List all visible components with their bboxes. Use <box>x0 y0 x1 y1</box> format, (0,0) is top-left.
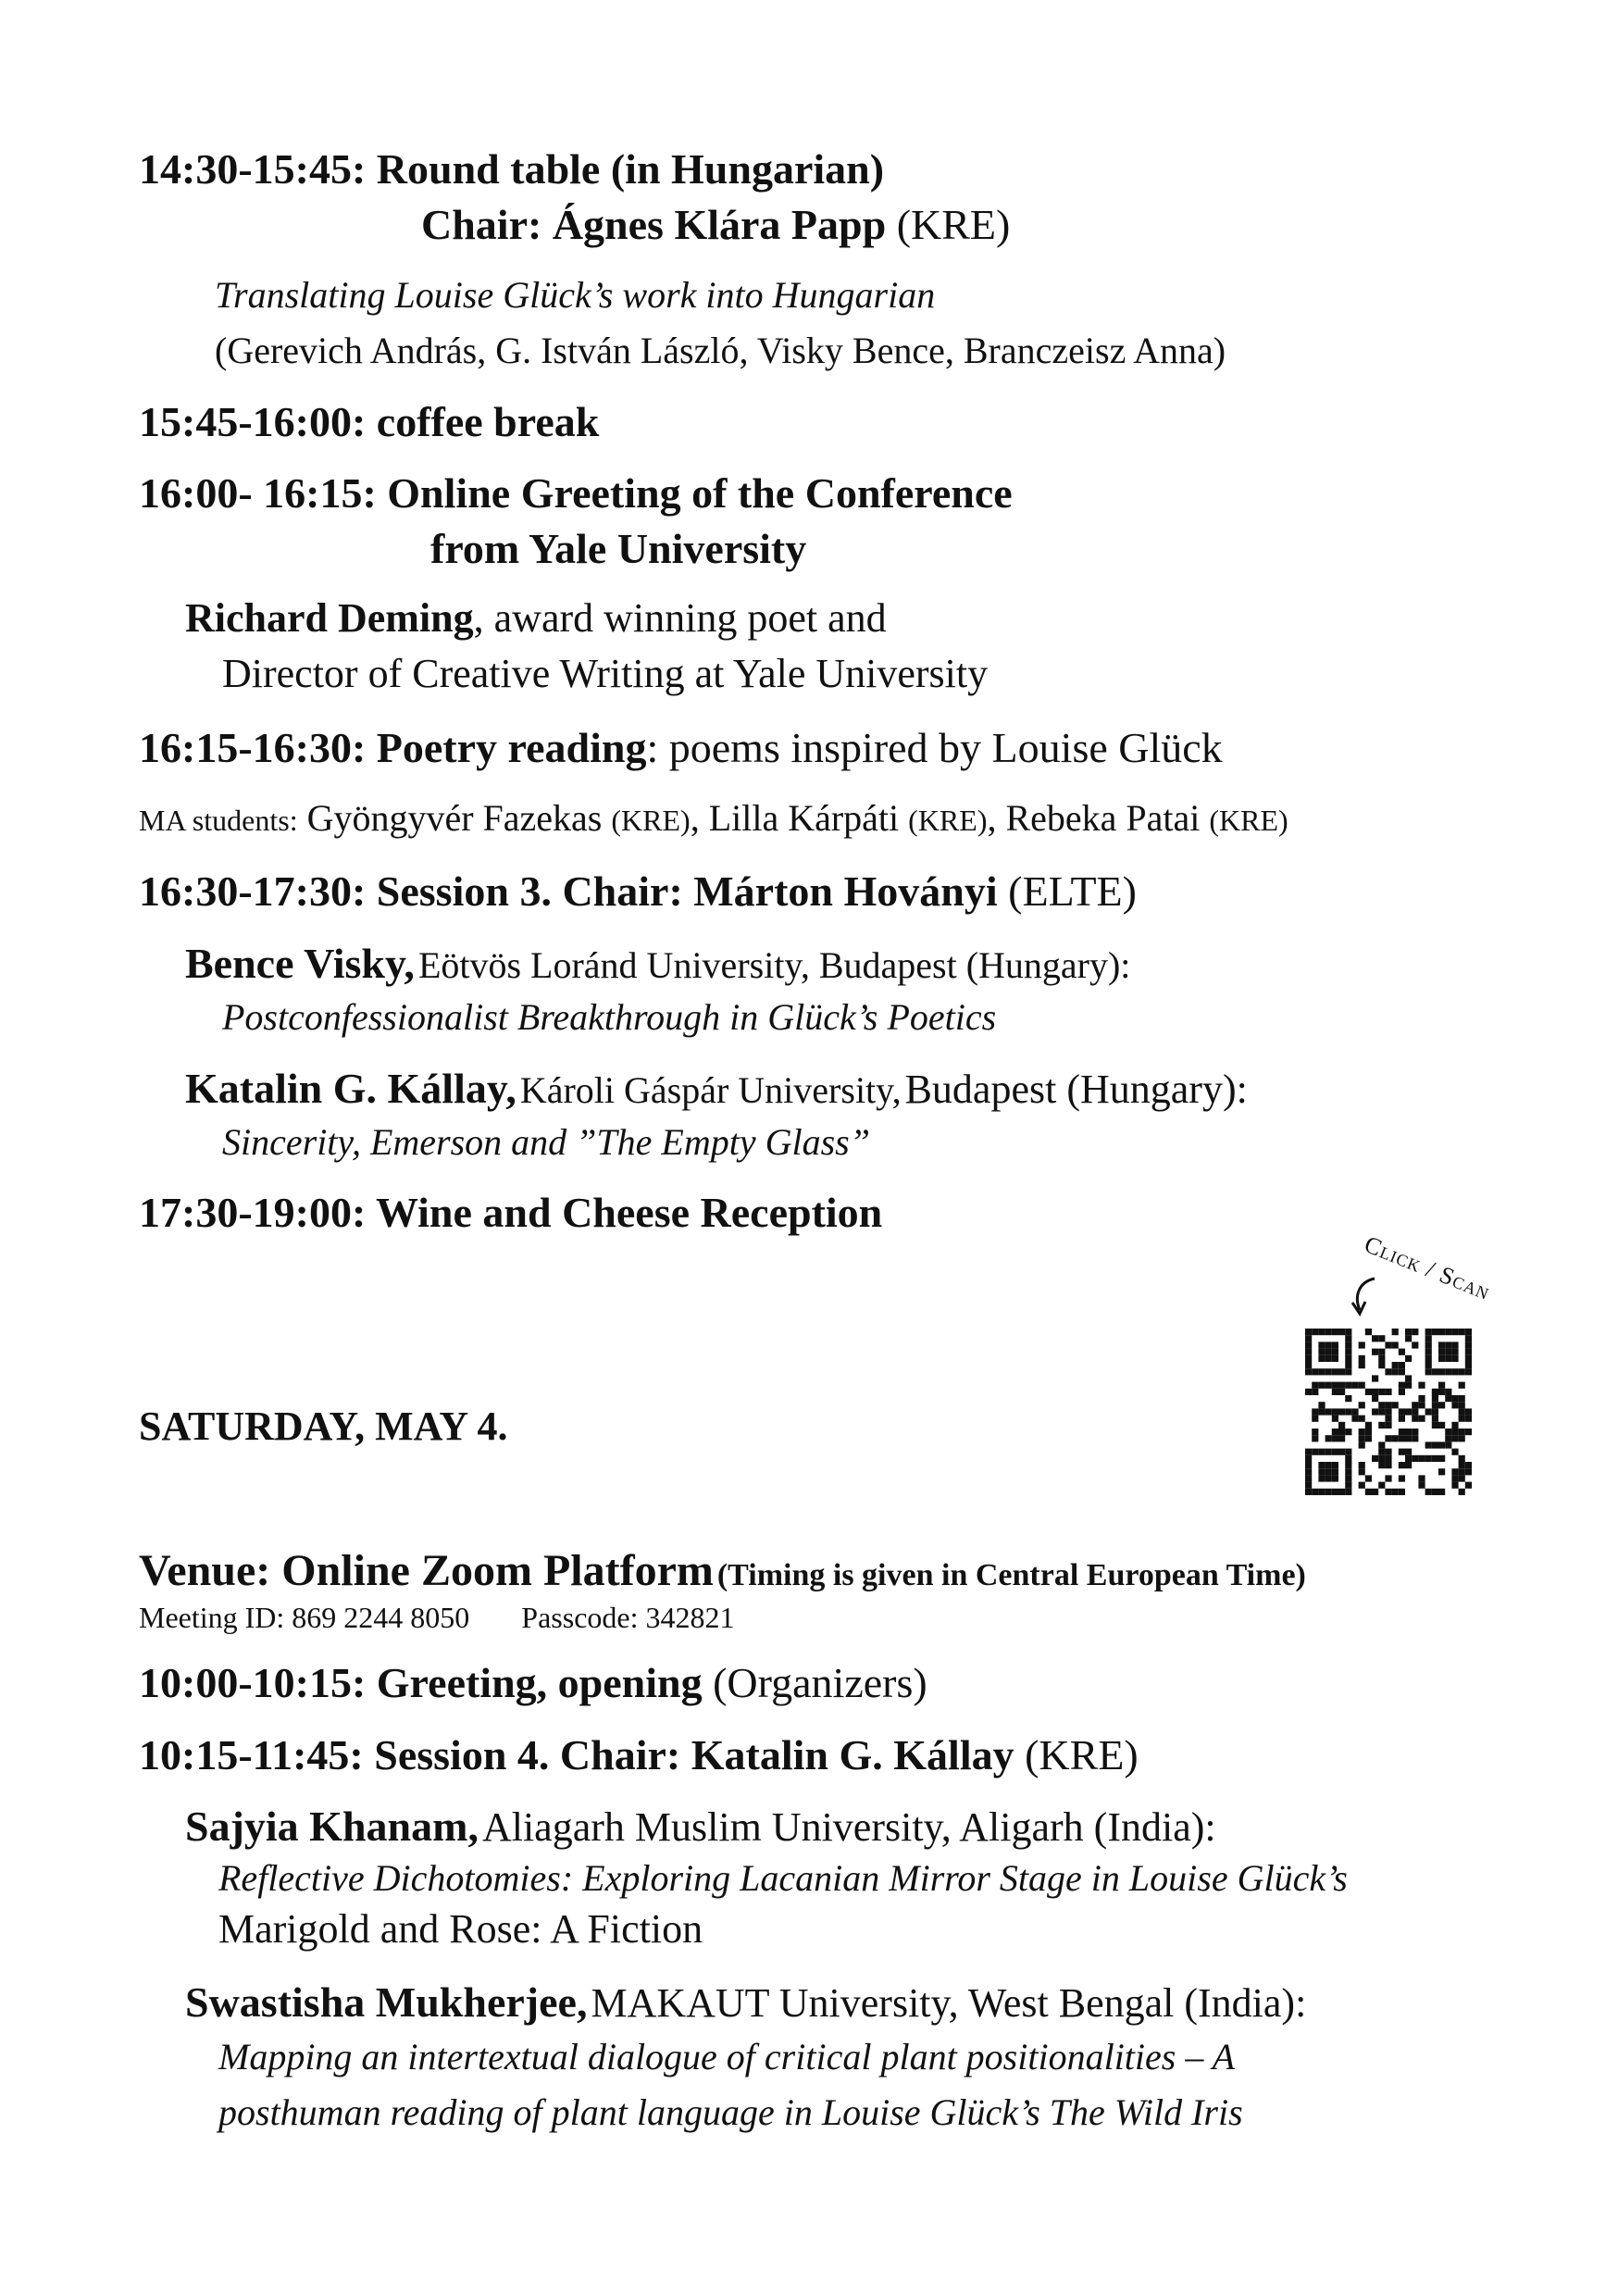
student-2: Lilla Kárpáti <box>708 797 900 839</box>
presenter-name: Swastisha Mukherjee, <box>185 1978 588 2026</box>
speaker-name: Richard Deming <box>185 595 474 641</box>
student-3-inst: (KRE) <box>1209 804 1288 837</box>
session4-inst: (KRE) <box>1025 1731 1139 1778</box>
meeting-id: Meeting ID: 869 2244 8050 <box>139 1601 470 1634</box>
session4-heading <box>139 1729 1139 1780</box>
paper-title: Postconfessionalist Breakthrough in Glück’s Poetics <box>222 996 997 1038</box>
roundtable-title: Round table (in Hungarian) <box>376 145 885 193</box>
poetry-title: Poetry reading <box>376 724 647 771</box>
opening-heading <box>139 1657 927 1708</box>
venue-note: (Timing is given in Central European Time) <box>716 1558 1306 1592</box>
chair-label: Chair: <box>421 201 542 248</box>
paper-title: Sincerity, Emerson and ”The Empty Glass” <box>222 1121 870 1163</box>
presenter-affiliation: Aliagarh Muslim University, Aligarh (India): <box>481 1804 1216 1850</box>
curved-arrow-icon <box>1347 1273 1384 1319</box>
presenter-affiliation: Eötvös Loránd University, Budapest (Hungary): <box>417 944 1131 986</box>
presenter-name: Bence Visky, <box>185 940 415 987</box>
roundtable-topic: Translating Louise Glück’s work into Hungarian <box>215 274 936 316</box>
reception <box>139 1187 882 1238</box>
presenter-affiliation: MAKAUT University, West Bengal (India): <box>591 1980 1307 2026</box>
opening-time: 10:00-10:15: <box>139 1659 367 1706</box>
students-label: MA students: <box>139 804 298 837</box>
session3-title: Session 3. Chair: Márton Hoványi <box>376 867 998 915</box>
roundtable-time: 14:30-15:45: <box>139 145 367 193</box>
venue-label: Venue: Online Zoom Platform <box>139 1546 714 1595</box>
zoom-details <box>139 1600 735 1635</box>
chair-name: Ágnes Klára Papp <box>552 201 887 248</box>
session4-paper2-line <box>185 1977 1306 2028</box>
greeting-title-line2: from Yale University <box>430 525 807 572</box>
chair-institution: (KRE) <box>896 201 1011 248</box>
opening-title: Greeting, opening <box>376 1659 703 1706</box>
presenter-affiliation: Károli Gáspár University, <box>519 1069 902 1111</box>
coffee-time: 15:45-16:00: <box>139 398 367 445</box>
reception-text: Wine and Cheese Reception <box>375 1189 883 1236</box>
poetry-students: MA students: Gyöngyvér Fazekas (KRE), Lilla Kárpáti (KRE), Rebeka Patai (KRE) <box>139 797 1288 839</box>
roundtable-participants: (Gerevich András, G. István László, Visky Bence, Branczeisz Anna) <box>215 330 1226 371</box>
session3-paper2-line <box>185 1063 1248 1115</box>
poetry-desc: : poems inspired by Louise Glück <box>646 724 1223 771</box>
session4-time: 10:15-11:45: <box>139 1731 364 1778</box>
passcode: Passcode: 342821 <box>521 1601 735 1634</box>
roundtable-chair <box>421 199 1010 250</box>
paper-title: Reflective Dichotomies: Exploring Lacanian Mirror Stage in Louise Glück’s <box>218 1857 1348 1899</box>
presenter-name: Katalin G. Kállay, <box>185 1065 517 1112</box>
coffee-text: coffee break <box>376 398 600 445</box>
student-1: Gyöngyvér Fazekas <box>306 797 603 839</box>
student-2-inst: (KRE) <box>908 804 988 837</box>
greeting-title: Online Greeting of the Conference <box>387 469 1013 517</box>
paper-title-line2: posthuman reading of plant language in Louise Glück’s The Wild Iris <box>218 2091 1243 2133</box>
speaker-desc: , award winning poet and <box>473 595 887 641</box>
session3-paper1-line <box>185 938 1130 989</box>
day-heading: SATURDAY, MAY 4. <box>139 1404 508 1449</box>
opening-who: (Organizers) <box>713 1659 927 1706</box>
qr-label: Click / Scan <box>1360 1230 1495 1305</box>
paper-title-line2: Marigold and Rose: A Fiction <box>218 1906 703 1952</box>
paper-title: Mapping an intertextual dialogue of critical plant positionalities – A <box>218 2036 1236 2078</box>
roundtable-heading <box>139 144 884 194</box>
session3-inst: (ELTE) <box>1008 867 1137 915</box>
qr-code-icon <box>1305 1329 1472 1495</box>
greeting-time: 16:00- 16:15: <box>139 469 377 517</box>
poetry-heading <box>139 722 1223 773</box>
qr-code[interactable] <box>1305 1329 1472 1495</box>
greeting-speaker-line <box>185 594 887 643</box>
coffee-break <box>139 396 599 447</box>
student-1-inst: (KRE) <box>611 804 691 837</box>
session4-paper1-line <box>185 1801 1216 1853</box>
student-3: Rebeka Patai <box>1005 797 1201 839</box>
presenter-location: Budapest (Hungary): <box>904 1067 1248 1112</box>
session4-title: Session 4. Chair: Katalin G. Kállay <box>374 1731 1014 1778</box>
session3-time: 16:30-17:30: <box>139 867 367 915</box>
greeting-heading <box>139 468 1013 518</box>
poetry-time: 16:15-16:30: <box>139 724 367 771</box>
reception-time: 17:30-19:00: <box>139 1189 367 1236</box>
speaker-desc-line2: Director of Creative Writing at Yale University <box>222 651 989 696</box>
venue-line <box>139 1544 1306 1598</box>
presenter-name: Sajyia Khanam, <box>185 1803 479 1850</box>
session3-heading <box>139 866 1137 917</box>
